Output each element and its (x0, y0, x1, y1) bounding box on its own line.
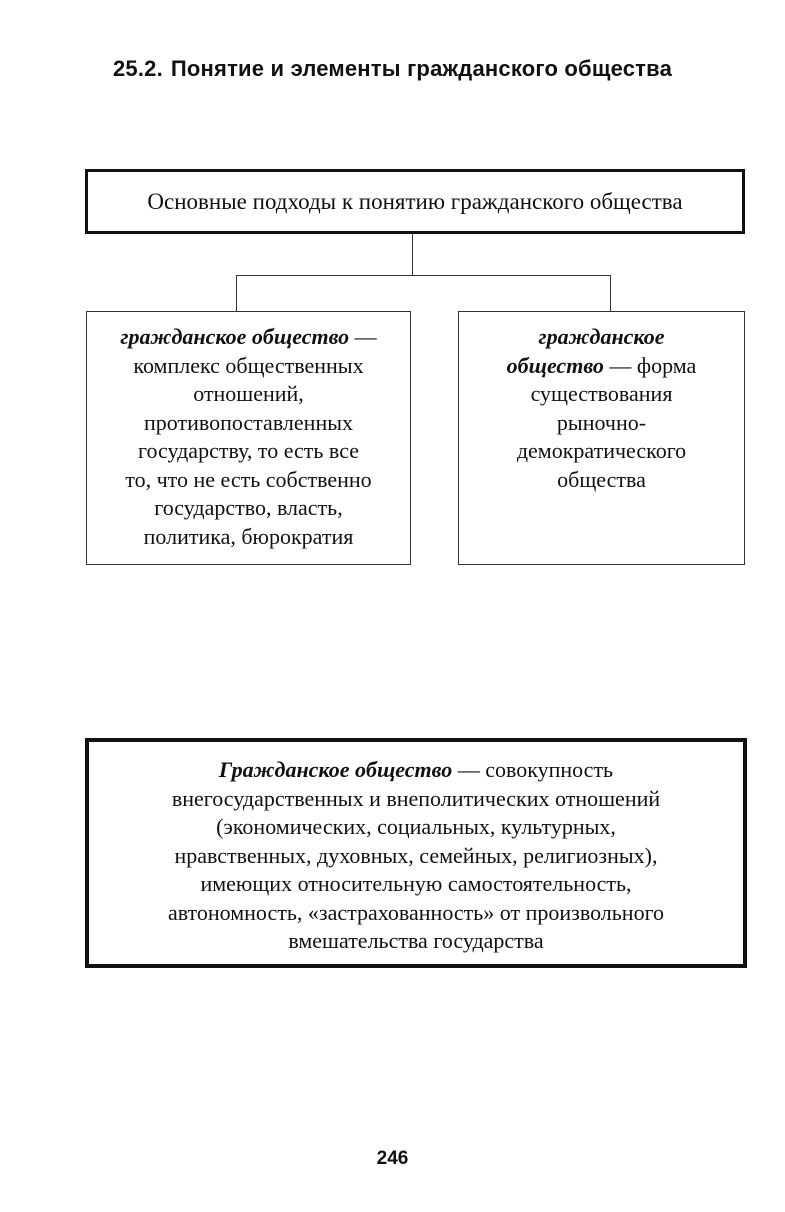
approach-left-line-2: комплекс общественных (133, 352, 364, 378)
approach-left-line-6: то, что не есть собственно (125, 466, 372, 492)
approach-right-line-4: рыночно- (556, 409, 647, 435)
definition-line-1-rest: — совокупность (452, 757, 614, 782)
approach-right-line-6: общества (557, 466, 646, 492)
connector-trunk (412, 234, 413, 275)
approaches-title: Основные подходы к понятию гражданского общества (147, 188, 683, 214)
section-heading (0, 56, 785, 82)
definition-line-6: автономность, «застрахованность» от произвольного (167, 899, 665, 925)
definition-line-4: нравственных, духовных, семейных, религиозных), (174, 842, 658, 868)
definition-line-1 (89, 756, 743, 785)
section-number: 25.2. (112, 56, 163, 81)
approach-left-line-3: отношений, (193, 381, 304, 406)
connector-crossbar (236, 275, 611, 276)
approach-left-line-7: государство, власть, (154, 495, 343, 520)
approach-right-line-2 (459, 352, 744, 381)
approach-left-box (86, 311, 411, 565)
connector-right-branch (610, 275, 611, 311)
definition-line-5: имеющих относительную самостоятельность, (200, 871, 632, 896)
approach-right-box (458, 311, 745, 565)
approach-right-line-3: существования (530, 381, 673, 406)
approaches-box (85, 169, 745, 234)
definition-box (85, 738, 747, 968)
approach-left-line-5: государству, то есть все (138, 438, 359, 463)
approach-right-term-1: гражданское (538, 324, 665, 349)
definition-line-7: вмешательства государства (288, 928, 544, 953)
approach-left-term: гражданское общество (120, 324, 350, 349)
approach-left-line-8: политика, бюрократия (143, 523, 354, 549)
approach-left-dash: — (349, 324, 377, 349)
page-number: 246 (376, 1148, 409, 1169)
definition-line-2: внегосударственных и внеполитических отношений (171, 785, 661, 811)
definition-term: Гражданское общество (218, 757, 453, 782)
connector-left-branch (236, 275, 237, 311)
approach-right-line-2-rest: — форма (603, 352, 697, 378)
approach-right-term-2: общество (506, 352, 604, 378)
approach-right-line-5: демократического (516, 438, 687, 463)
definition-line-3: (экономических, социальных, культурных, (216, 814, 616, 839)
approach-left-line-1 (87, 323, 410, 352)
section-title: Понятие и элементы гражданского общества (170, 56, 673, 81)
approach-left-line-4: противопоставленных (143, 409, 353, 435)
